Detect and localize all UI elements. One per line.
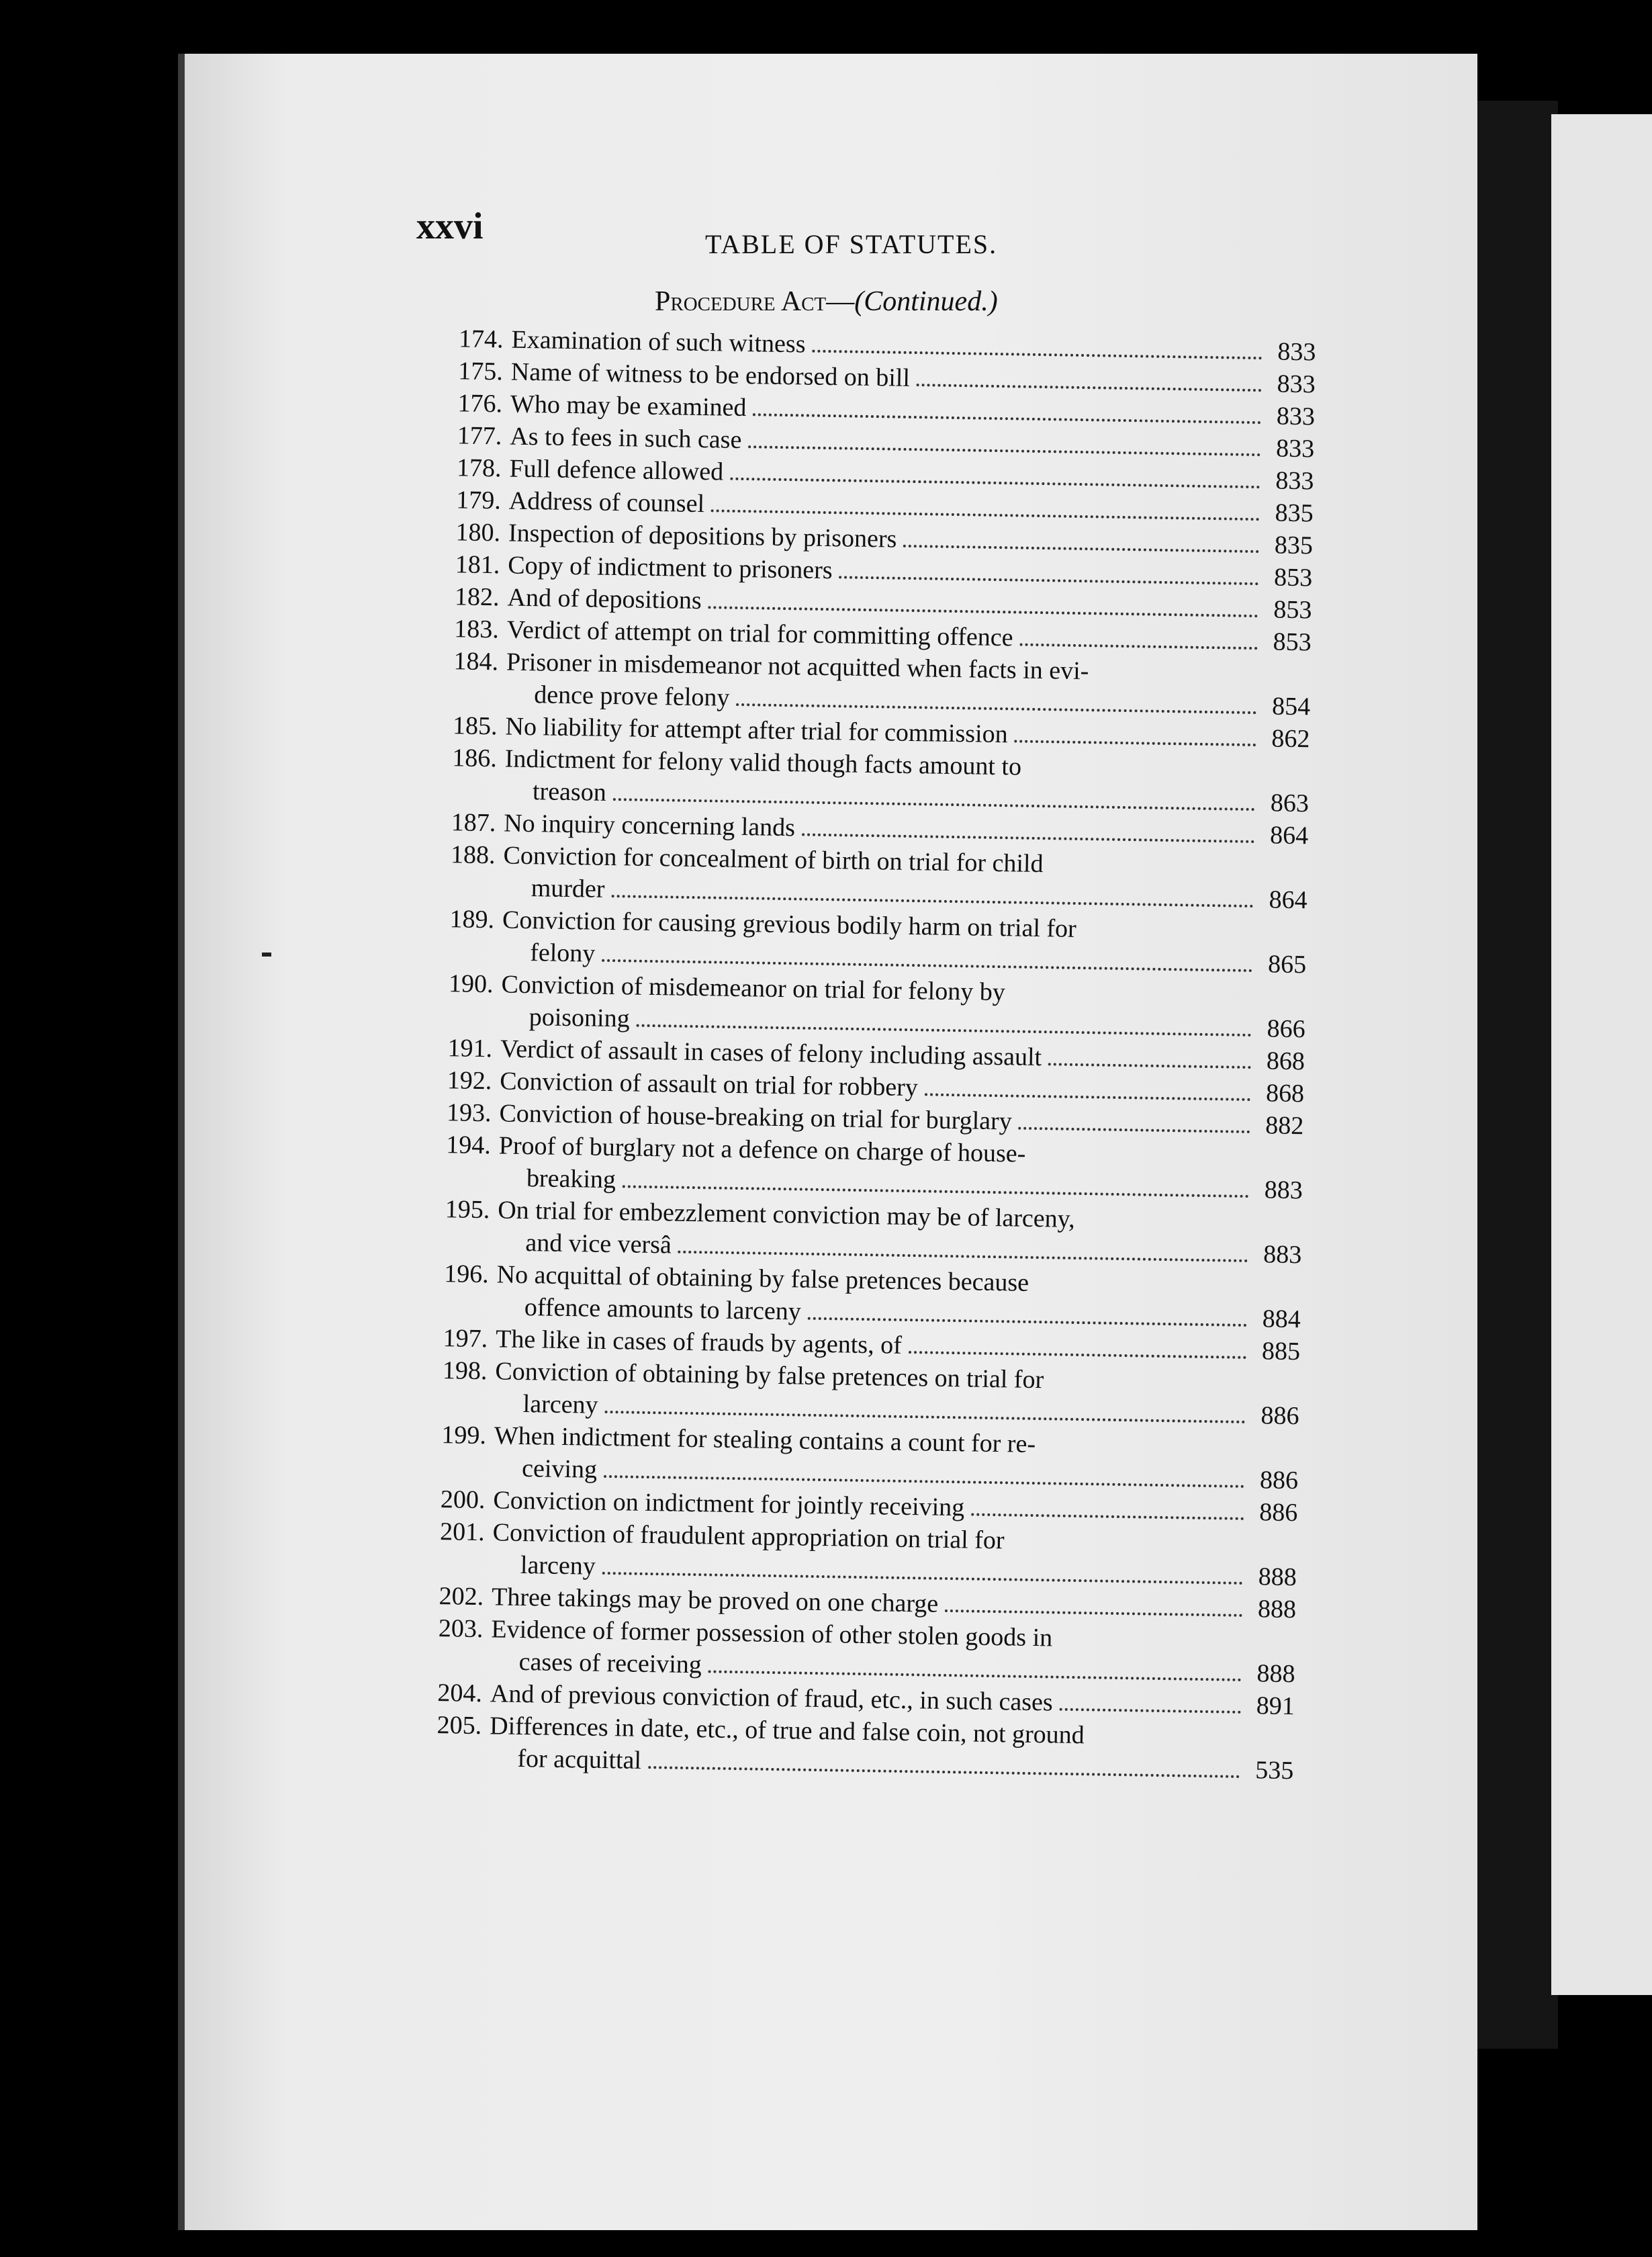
- page-reference: 888: [1257, 1595, 1297, 1624]
- dot-leader: [1019, 637, 1257, 650]
- entry-text: Prisoner in misdemeanor not acquitted when facts in evi-: [506, 648, 1089, 686]
- section-number: 202.: [439, 1582, 484, 1611]
- page-reference: 833: [1276, 402, 1316, 431]
- section-number: 188.: [450, 840, 496, 870]
- section-number: 191.: [447, 1034, 493, 1063]
- page-reference: 886: [1259, 1466, 1299, 1495]
- page-reference: 868: [1265, 1079, 1305, 1108]
- section-number: 181.: [455, 550, 500, 580]
- dot-leader: [903, 538, 1259, 553]
- entry-text: felony: [529, 938, 596, 968]
- dot-leader: [623, 1178, 1249, 1198]
- page-reference: 884: [1262, 1304, 1301, 1334]
- margin-mark: [262, 953, 271, 957]
- page-reference: 835: [1274, 531, 1314, 560]
- section-number: 179.: [456, 486, 502, 515]
- page-reference: 833: [1277, 337, 1316, 367]
- entry-text: When indictment for stealing contains a count for re-: [494, 1421, 1036, 1459]
- dot-leader: [602, 953, 1252, 972]
- page-reference: 886: [1260, 1401, 1299, 1431]
- entry-text: Who may be examined: [510, 390, 747, 423]
- entry-text: Verdict of attempt on trial for committing offence: [506, 615, 1013, 652]
- section-number: 186.: [451, 744, 498, 773]
- section-number: [428, 1314, 496, 1315]
- section-number: 201.: [439, 1517, 486, 1547]
- section-number: 195.: [445, 1195, 490, 1225]
- entry-text: Differences in date, etc., of true and false coin, not ground: [489, 1712, 1085, 1750]
- section-number: [434, 895, 503, 896]
- entry-text: Verdict of assault in cases of felony including assault: [500, 1034, 1042, 1072]
- section-number: 194.: [445, 1131, 492, 1160]
- dot-leader: [604, 1468, 1244, 1488]
- section-number: 205.: [437, 1711, 482, 1740]
- entry-text: On trial for embezzlement conviction may be of larceny,: [497, 1196, 1076, 1233]
- page-reference: 882: [1265, 1111, 1304, 1141]
- dot-leader: [808, 1311, 1247, 1327]
- page-reference: 833: [1277, 369, 1316, 399]
- page-reference: 863: [1270, 789, 1310, 818]
- entry-text: Copy of indictment to prisoners: [508, 551, 833, 585]
- dot-leader: [753, 406, 1261, 424]
- entry-text: No liability for attempt after trial for commission: [505, 712, 1009, 749]
- entry-text: Conviction of fraudulent appropriation on trial for: [492, 1518, 1005, 1555]
- section-number: 183.: [454, 615, 500, 644]
- section-number: 200.: [440, 1485, 486, 1515]
- section-number: 196.: [443, 1259, 490, 1289]
- dot-leader: [604, 1404, 1245, 1423]
- section-number: [422, 1669, 491, 1670]
- section-number: 193.: [446, 1098, 492, 1128]
- dot-leader: [1060, 1701, 1241, 1714]
- entry-text: ceiving: [521, 1454, 598, 1484]
- book-spine: [1471, 101, 1558, 2049]
- page-reference: 854: [1271, 692, 1311, 721]
- dot-leader: [812, 343, 1262, 360]
- section-number: [424, 1572, 492, 1573]
- entry-text: Proof of burglary not a defence on charge of house-: [498, 1131, 1026, 1168]
- section-number: 184.: [453, 647, 499, 676]
- section-number: [426, 1411, 495, 1412]
- dot-leader: [917, 377, 1262, 392]
- section-number: [432, 1024, 501, 1025]
- entry-text: Full defence allowed: [509, 454, 724, 486]
- page-reference: 883: [1264, 1176, 1303, 1205]
- dot-leader: [708, 599, 1258, 617]
- page-reference: 866: [1267, 1014, 1305, 1044]
- entry-text: Conviction of misdemeanor on trial for felony by: [501, 970, 1006, 1007]
- section-number: 175.: [458, 357, 504, 386]
- entry-text: Conviction for concealment of birth on trial for child: [503, 841, 1044, 879]
- statute-entry-list: [420, 322, 1316, 1787]
- entry-text: murder: [531, 874, 605, 903]
- section-number: [437, 701, 506, 703]
- entry-text: Name of witness to be endorsed on bill: [510, 357, 911, 392]
- dot-leader: [602, 1565, 1243, 1585]
- section-number: 192.: [447, 1066, 492, 1096]
- entry-text: Conviction of house-breaking on trial for burglary: [499, 1099, 1013, 1136]
- section-number: 199.: [441, 1421, 487, 1450]
- entry-text: dence prove felony: [533, 680, 730, 712]
- section-number: [428, 1249, 497, 1251]
- entry-text: treason: [532, 777, 607, 807]
- entry-text: breaking: [526, 1164, 616, 1194]
- dot-leader: [945, 1603, 1242, 1617]
- entry-text: Address of counsel: [508, 486, 705, 519]
- section-number: 197.: [443, 1324, 488, 1354]
- section-number: 187.: [451, 808, 496, 838]
- section-number: 198.: [442, 1356, 488, 1386]
- dot-leader: [839, 569, 1258, 585]
- page-reference: 886: [1258, 1498, 1298, 1528]
- section-number: 190.: [448, 969, 494, 999]
- page-reference: 865: [1267, 950, 1307, 979]
- page-reference: 883: [1263, 1240, 1302, 1270]
- entry-text: Conviction on indictment for jointly receiving: [493, 1486, 965, 1522]
- section-number: [433, 959, 502, 961]
- entry-text: Evidence of former possession of other stolen goods in: [491, 1615, 1053, 1652]
- dot-leader: [1014, 733, 1256, 746]
- page-reference: 835: [1275, 498, 1314, 528]
- section-number: [436, 798, 504, 799]
- section-number: 182.: [454, 582, 500, 612]
- dot-leader: [613, 791, 1255, 811]
- section-subheading: [655, 285, 998, 318]
- section-number: 189.: [449, 905, 495, 934]
- entry-text: And of previous conviction of fraud, etc., in such cases: [490, 1679, 1054, 1717]
- page-reference: 864: [1269, 821, 1309, 850]
- section-number: 177.: [457, 421, 502, 451]
- page-reference: 888: [1258, 1562, 1297, 1592]
- entry-text: cases of receiving: [518, 1648, 702, 1679]
- page-reference: 885: [1261, 1337, 1301, 1366]
- page-reference: 888: [1256, 1659, 1295, 1689]
- dot-leader: [971, 1507, 1244, 1520]
- dot-leader: [678, 1244, 1248, 1262]
- act-name: Procedure Act—: [655, 286, 855, 317]
- entry-text: larceny: [522, 1390, 598, 1419]
- dot-leader: [909, 1344, 1247, 1359]
- entry-text: Inspection of depositions by prisoners: [508, 519, 897, 554]
- entry-text: Examination of such witness: [511, 325, 806, 359]
- dot-leader: [1048, 1056, 1251, 1069]
- entry-text: and vice versâ: [525, 1229, 672, 1259]
- facing-page-edge: [1551, 114, 1652, 1995]
- page-reference: 864: [1269, 885, 1307, 915]
- page-reference: 853: [1273, 627, 1312, 657]
- entry-text: for acquittal: [517, 1744, 642, 1775]
- dot-leader: [925, 1086, 1251, 1101]
- entry-text: No acquittal of obtaining by false pretences because: [496, 1260, 1029, 1297]
- page-reference: 868: [1266, 1047, 1305, 1076]
- section-number: 204.: [437, 1679, 483, 1708]
- entry-text: poisoning: [529, 1003, 630, 1033]
- section-number: 174.: [458, 324, 504, 354]
- page-title: TABLE OF STATUTES.: [705, 229, 998, 259]
- page-reference: 535: [1254, 1756, 1294, 1785]
- entry-text: As to fees in such case: [510, 422, 742, 454]
- dot-leader: [748, 439, 1260, 456]
- entry-text: Indictment for felony valid though facts amount to: [504, 744, 1022, 781]
- entry-text: And of depositions: [507, 583, 702, 615]
- dot-leader: [648, 1759, 1240, 1778]
- section-number: 180.: [455, 518, 501, 547]
- section-number: [420, 1765, 489, 1767]
- entry-text: Conviction of assault on trial for robbery: [499, 1067, 919, 1102]
- entry-text: Conviction for causing grevious bodily harm on trial for: [502, 905, 1077, 943]
- page-reference: 853: [1273, 595, 1312, 625]
- page-numeral: xxvi: [416, 206, 484, 247]
- dot-leader: [736, 697, 1256, 714]
- continued-label: (Continued.): [854, 286, 998, 317]
- dot-leader: [802, 826, 1254, 843]
- entry-text: No inquiry concerning lands: [503, 809, 796, 842]
- section-number: 185.: [452, 711, 498, 741]
- dot-leader: [1019, 1120, 1250, 1133]
- section-number: [430, 1185, 498, 1186]
- statute-entry: [420, 1709, 1294, 1787]
- page-reference: 833: [1275, 434, 1315, 463]
- entry-text: larceny: [520, 1551, 596, 1581]
- entry-text: Three takings may be proved on one charge: [491, 1583, 939, 1618]
- entry-text: offence amounts to larceny: [524, 1293, 802, 1326]
- page-reference: 891: [1256, 1691, 1295, 1721]
- dot-leader: [708, 1663, 1242, 1681]
- page-reference: 853: [1273, 563, 1313, 592]
- section-number: 176.: [457, 389, 503, 418]
- entry-text: The like in cases of frauds by agents, of: [495, 1325, 903, 1360]
- page-reference: 833: [1275, 466, 1314, 496]
- dot-leader: [711, 502, 1260, 521]
- dot-leader: [730, 471, 1260, 488]
- entry-text: Conviction of obtaining by false pretences on trial for: [495, 1357, 1044, 1395]
- section-number: [425, 1475, 494, 1476]
- section-number: 203.: [438, 1614, 484, 1644]
- section-number: 178.: [456, 453, 502, 483]
- dot-leader: [611, 888, 1253, 908]
- dot-leader: [636, 1018, 1251, 1036]
- page-reference: 862: [1271, 724, 1310, 754]
